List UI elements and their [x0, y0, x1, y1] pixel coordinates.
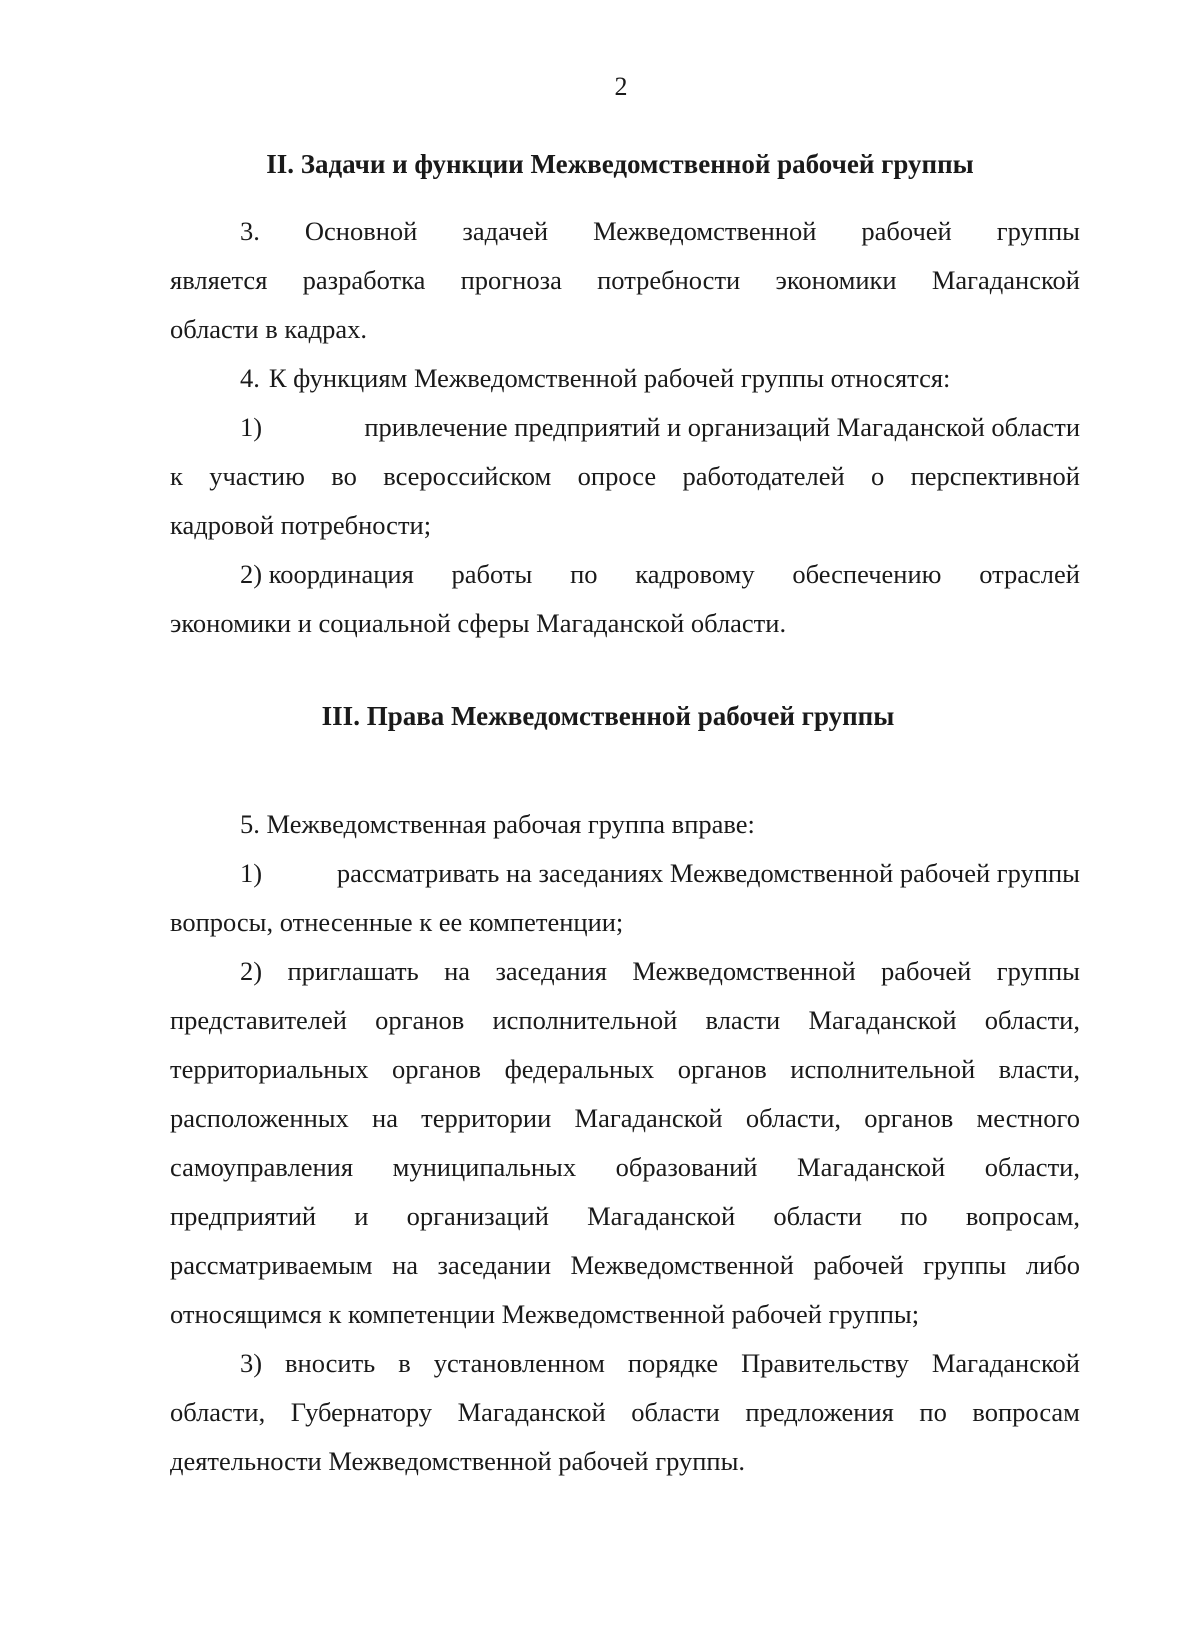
text-word: заседании [437, 1250, 552, 1280]
text-word: власти, [998, 1054, 1080, 1084]
text-word: исполнительной [790, 1054, 976, 1084]
section-3-body [170, 800, 1080, 1486]
text-word: Магаданской [931, 1348, 1080, 1378]
text-word: в [398, 1348, 411, 1378]
text-word: области [773, 1201, 862, 1231]
text-word: о [871, 461, 885, 491]
text-word: обеспечению [792, 559, 942, 589]
text-line [170, 501, 1080, 550]
text-word: Межведомственной [593, 216, 817, 246]
text-line [170, 1241, 1080, 1290]
text-line [170, 403, 1080, 452]
text-line [170, 1143, 1080, 1192]
text-word: к [170, 461, 183, 491]
text-line [170, 947, 1080, 996]
text-word: относящимся к компетенции Межведомственной рабочей группы; [170, 1299, 920, 1329]
text-word: Магаданской [457, 1397, 606, 1427]
text-word: области, [745, 1103, 842, 1133]
text-word: области, [984, 1152, 1080, 1182]
text-line [170, 800, 1080, 849]
paragraph-3 [170, 207, 1080, 354]
text-word: местного [976, 1103, 1080, 1133]
paragraph-5-item-1 [170, 849, 1080, 947]
text-word: Магаданской [587, 1201, 736, 1231]
text-word: потребности [597, 265, 741, 295]
text-line [170, 898, 1080, 947]
text-word: образований [615, 1152, 758, 1182]
text-word: вопросам, [965, 1201, 1080, 1231]
text-word: рабочей [881, 956, 972, 986]
text-word: на [372, 1103, 398, 1133]
text-line [170, 207, 1080, 256]
text-word: исполнительной [492, 1005, 678, 1035]
text-word: деятельности Межведомственной рабочей группы. [170, 1446, 746, 1476]
text-word: перспективной [910, 461, 1080, 491]
text-word: предложения [745, 1397, 894, 1427]
text-word: 2) координация [240, 559, 414, 589]
text-line [170, 452, 1080, 501]
text-word: области, [984, 1005, 1080, 1035]
text-word: расположенных [170, 1103, 349, 1133]
section-3-heading: III. Права Межведомственной рабочей группы [321, 701, 895, 731]
section-2-body [170, 207, 1080, 648]
text-word: территории [421, 1103, 552, 1133]
text-word: области, [170, 1397, 266, 1427]
text-word: 3) [240, 1348, 263, 1378]
text-word: группы [996, 216, 1080, 246]
text-word: установленном [433, 1348, 605, 1378]
page-number: 2 [614, 72, 628, 101]
text-word: приглашать [287, 956, 419, 986]
text-word: привлечение предприятий и организаций Магаданской области [364, 412, 1080, 442]
paragraph-5-item-3 [170, 1339, 1080, 1486]
text-word: работодателей [682, 461, 845, 491]
text-word: заседания [495, 956, 607, 986]
text-word: вносить [285, 1348, 376, 1378]
text-word: Правительству [741, 1348, 909, 1378]
text-word: органов [864, 1103, 954, 1133]
text-line [170, 305, 1080, 354]
text-word: кадровой потребности; [170, 510, 432, 540]
text-word: прогноза [460, 265, 562, 295]
text-word: федеральных [504, 1054, 655, 1084]
text-line [170, 1437, 1080, 1486]
text-line [170, 599, 1080, 648]
text-word: экономики и социальной сферы Магаданской области. [170, 608, 787, 638]
text-word: органов [391, 1054, 482, 1084]
section-2-heading: II. Задачи и функции Межведомственной рабочей группы [266, 149, 974, 179]
text-word: является [170, 265, 268, 295]
text-word: территориальных [170, 1054, 369, 1084]
text-line [170, 1388, 1080, 1437]
text-word: представителей [170, 1005, 347, 1035]
text-word: организаций [406, 1201, 549, 1231]
text-word: Магаданской [931, 265, 1080, 295]
text-word: экономики [775, 265, 897, 295]
text-word: 2) [240, 956, 263, 986]
text-word: рабочей [813, 1250, 904, 1280]
text-word: всероссийском [383, 461, 552, 491]
text-word: Межведомственной [632, 956, 856, 986]
text-word: по [900, 1201, 928, 1231]
text-word: группы [923, 1250, 1007, 1280]
text-word: органов [375, 1005, 465, 1035]
text-word: 5. Межведомственная рабочая группа вправе: [240, 809, 755, 839]
text-word: самоуправления [170, 1152, 354, 1182]
text-word: Межведомственной [570, 1250, 794, 1280]
text-word: рассматриваемым [170, 1250, 373, 1280]
text-word: вопросы, отнесенные к ее компетенции; [170, 907, 624, 937]
text-word: кадровому [635, 559, 755, 589]
paragraph-4-item-1 [170, 403, 1080, 550]
text-word: группы [996, 956, 1080, 986]
text-line [170, 1290, 1080, 1339]
text-word: предприятий [170, 1201, 317, 1231]
text-word: Губернатору [290, 1397, 433, 1427]
text-word: рабочей [861, 216, 952, 246]
text-word: на [392, 1250, 419, 1280]
text-word: и [354, 1201, 369, 1231]
text-line [170, 1339, 1080, 1388]
text-word: 4. [240, 363, 260, 393]
text-word: муниципальных [392, 1152, 577, 1182]
text-line [170, 849, 1080, 898]
text-word: 1) [240, 858, 263, 888]
text-line [170, 256, 1080, 305]
text-line [170, 354, 1080, 403]
text-word: Основной [304, 216, 418, 246]
text-word: К функциям Межведомственной рабочей группы относятся: [268, 363, 951, 393]
text-word: разработка [302, 265, 426, 295]
paragraph-5-item-2 [170, 947, 1080, 1339]
text-word: порядке [627, 1348, 719, 1378]
text-word: работы [451, 559, 533, 589]
text-line [170, 1094, 1080, 1143]
text-word: во [331, 461, 357, 491]
paragraph-5 [170, 800, 1080, 849]
text-word: власти [705, 1005, 781, 1035]
text-word: вопросам [972, 1397, 1080, 1427]
text-line [170, 996, 1080, 1045]
paragraph-4 [170, 354, 1080, 403]
text-word: области [631, 1397, 720, 1427]
text-word: опросе [577, 461, 657, 491]
text-word: Магаданской [808, 1005, 957, 1035]
text-word: либо [1025, 1250, 1080, 1280]
text-word: рассматривать на заседаниях Межведомственной рабочей группы [336, 858, 1080, 888]
text-word: участию [209, 461, 305, 491]
text-word: на [444, 956, 471, 986]
text-word: задачей [462, 216, 549, 246]
paragraph-4-item-2 [170, 550, 1080, 648]
text-line [170, 1192, 1080, 1241]
text-word: отраслей [979, 559, 1080, 589]
text-word: по [570, 559, 598, 589]
text-word: области в кадрах. [170, 314, 367, 344]
text-word: 1) [240, 412, 263, 442]
text-line [170, 550, 1080, 599]
text-word: Магаданской [574, 1103, 723, 1133]
text-word: по [919, 1397, 947, 1427]
text-word: 3. [240, 216, 260, 246]
text-word: Магаданской [797, 1152, 946, 1182]
text-line [170, 1045, 1080, 1094]
text-word: органов [677, 1054, 767, 1084]
